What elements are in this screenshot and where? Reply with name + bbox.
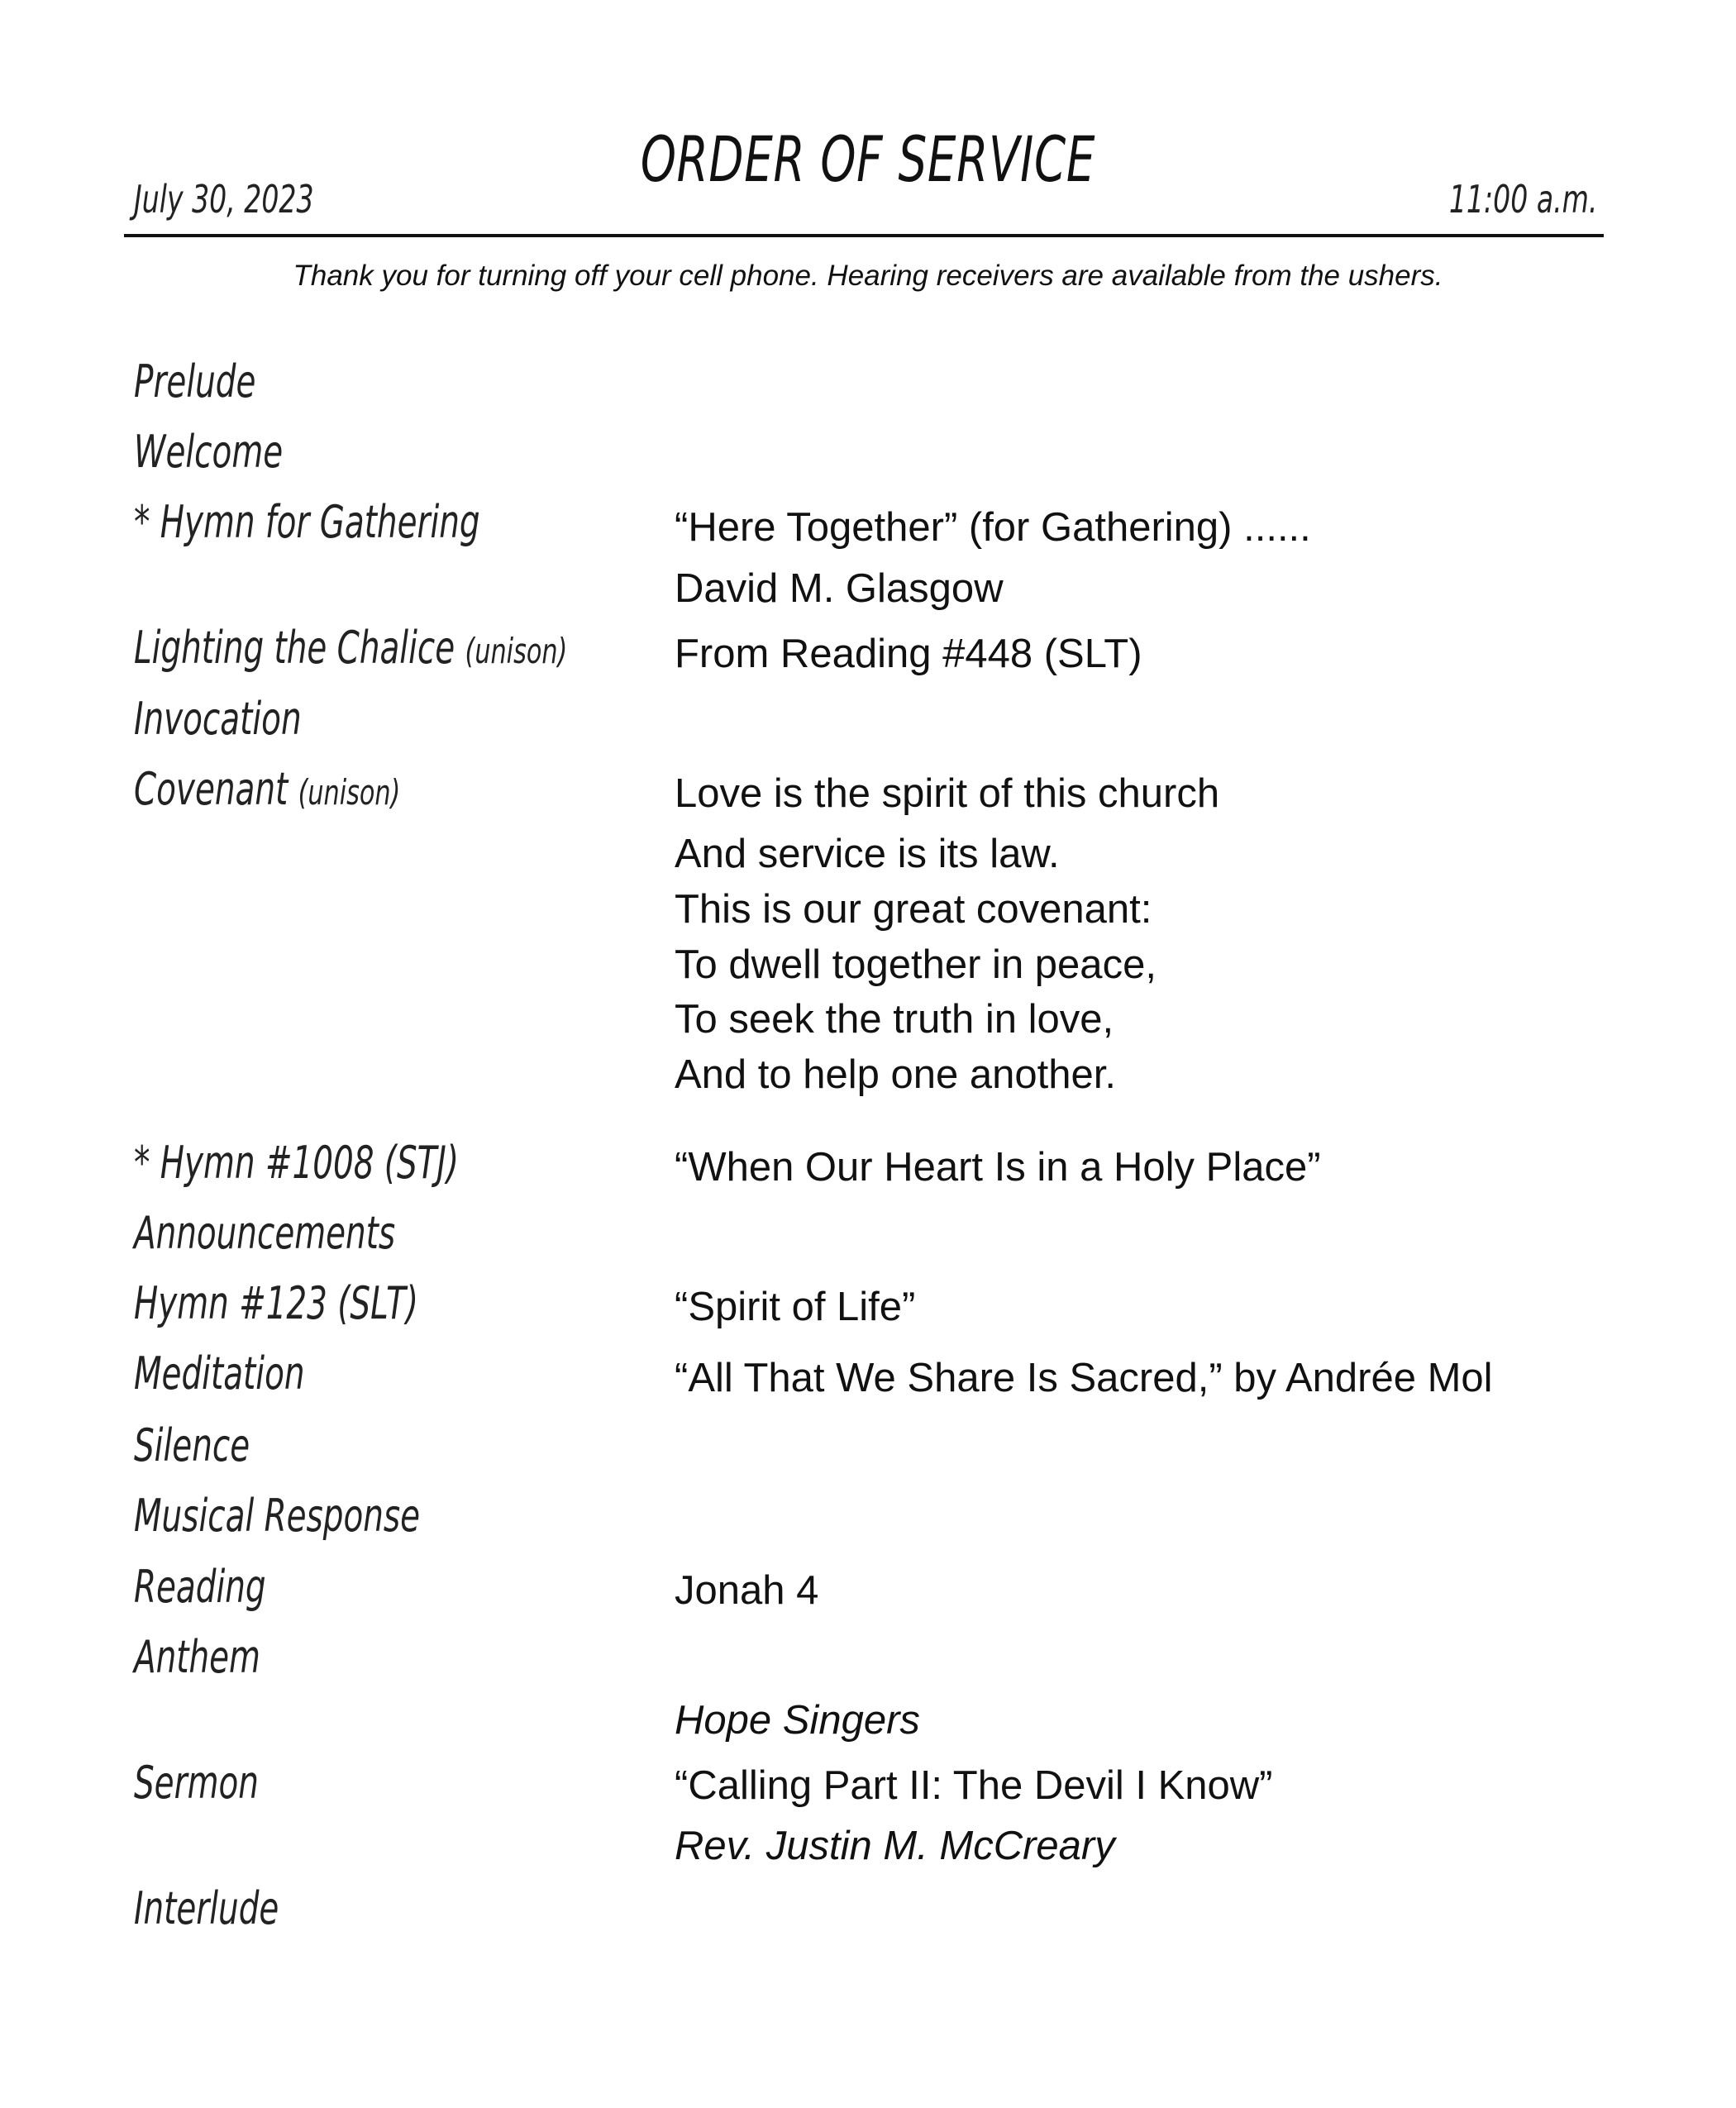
item-sermon: Sermon <box>134 1757 259 1809</box>
cell-phone-notice: Thank you for turning off your cell phone. Hearing receivers are available from the ushers. <box>293 260 1443 292</box>
item-covenant <box>134 763 400 815</box>
item-musical-response: Musical Response <box>134 1490 421 1542</box>
item-lighting-chalice <box>134 622 567 674</box>
sermon-preacher: Rev. Justin M. McCreary <box>675 1824 1115 1868</box>
item-interlude: Interlude <box>134 1882 279 1934</box>
item-hymn-123: Hymn #123 (SLT) <box>134 1277 419 1329</box>
covenant-line: To dwell together in peace, <box>675 942 1157 987</box>
item-welcome: Welcome <box>134 426 284 478</box>
hymn-123-title: “Spirit of Life” <box>675 1285 916 1329</box>
anthem-performer: Hope Singers <box>675 1698 920 1743</box>
covenant-line: To seek the truth in love, <box>675 997 1114 1042</box>
item-hymn-gathering: * Hymn for Gathering <box>134 496 480 548</box>
item-silence: Silence <box>134 1419 250 1471</box>
item-meditation: Meditation <box>134 1347 305 1400</box>
hymn-gathering-author: David M. Glasgow <box>675 566 1004 611</box>
item-hymn-1008: * Hymn #1008 (STJ) <box>134 1137 460 1189</box>
covenant-label: Covenant <box>134 763 289 815</box>
chalice-label: Lighting the Chalice <box>134 622 455 674</box>
covenant-line: This is our great covenant: <box>675 887 1152 932</box>
header-divider <box>124 234 1604 237</box>
meditation-detail: “All That We Share Is Sacred,” by Andrée Mol <box>675 1356 1493 1400</box>
covenant-note: (unison) <box>298 772 401 813</box>
reading-detail: Jonah 4 <box>675 1568 819 1613</box>
sermon-title: “Calling Part II: The Devil I Know” <box>675 1763 1273 1808</box>
item-reading: Reading <box>134 1561 266 1613</box>
covenant-line: Love is the spirit of this church <box>675 771 1220 816</box>
item-prelude: Prelude <box>134 355 256 408</box>
chalice-note: (unison) <box>465 631 568 671</box>
service-time: 11:00 a.m. <box>1448 177 1597 222</box>
covenant-line: And service is its law. <box>675 832 1060 876</box>
item-anthem: Anthem <box>134 1631 260 1683</box>
service-date: July 30, 2023 <box>134 177 314 222</box>
chalice-detail: From Reading #448 (SLT) <box>675 632 1142 676</box>
hymn-1008-title: “When Our Heart Is in a Holy Place” <box>675 1145 1321 1190</box>
hymn-gathering-title: “Here Together” (for Gathering) ...... <box>675 505 1311 550</box>
item-announcements: Announcements <box>134 1207 396 1259</box>
item-invocation: Invocation <box>134 693 302 745</box>
covenant-line: And to help one another. <box>675 1052 1116 1097</box>
page-title: ORDER OF SERVICE <box>640 122 1096 196</box>
